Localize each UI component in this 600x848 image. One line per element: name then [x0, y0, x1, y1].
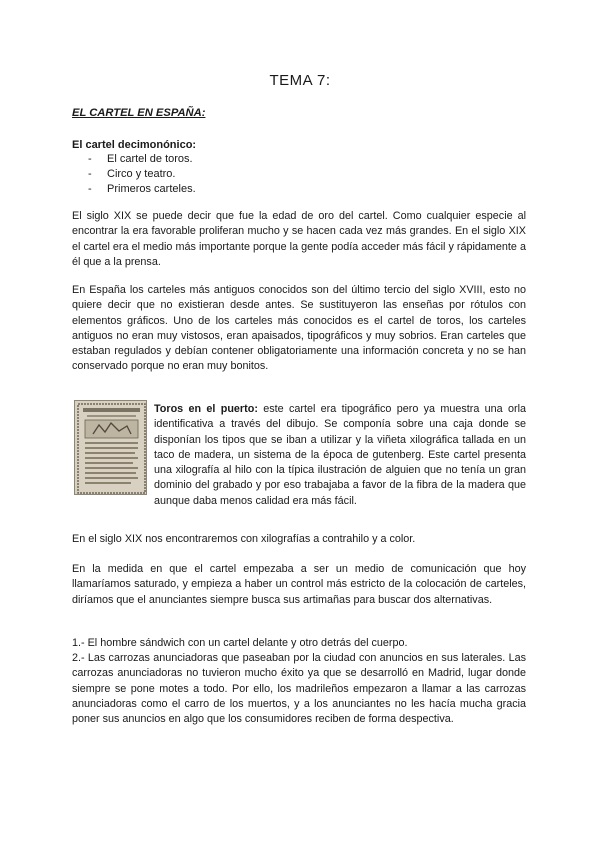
- subsection-heading: El cartel decimonónico:: [72, 139, 197, 151]
- paragraph-xilografias: En el siglo XIX nos encontraremos con xilografías a contrahilo y a color.: [72, 533, 416, 545]
- toros-poster-image: [74, 400, 147, 495]
- section-heading: EL CARTEL EN ESPAÑA:: [72, 107, 206, 119]
- paragraph-toros: [154, 402, 526, 509]
- list-item: - El cartel de toros.: [88, 152, 196, 167]
- paragraph-spain: En España los carteles más antiguos conocidos son del último tercio del siglo XVIII, esto no quiere decir que no existieran desde antes. Se sustituyeron las enseñas por rótulos con elementos gráficos. Uno de los carteles más conocidos es el cartel de toros, los carteles antiguos no eran muy vistosos, eran apaisados, tipográficos y muy sobrios. Eran carteles que estaban regulados y debían contener obligatoriamente una información concreta y no se han conservado porque no eran muy bonitos.: [72, 284, 526, 373]
- toros-lead: Toros en el puerto:: [154, 403, 258, 415]
- list-item-carrozas: 2.- Las carrozas anunciadoras que paseaban por la ciudad con anuncios en sus laterales. Las carrozas anunciadoras no tuvieron mucho éxito ya que se desarrolló en Madrid, lugar donde siempre se pone motes a todo. Por ello, los madrileños empezaron a llamar a las carrozas anunciadoras como el carro de los muertos, y a los anunciantes no les hacía mucha gracia poner sus anuncios en algo que los consumidores reciben de forma despectiva.: [72, 652, 526, 726]
- page-title: TEMA 7:: [269, 72, 331, 89]
- subsection-list: [88, 152, 196, 197]
- toros-text: este cartel era tipográfico pero ya muestra una orla identificativa a través del dibujo. Se componía sobre una caja donde se disponían los tipos que se iban a utilizar y la viñeta xilográfica tallada en un taco de madera, un sistema de la época de gutenberg. Este cartel presenta una xilografía al hilo con la típica ilustración de alguien que no tenía un gran dominio del grabado y por eso trabajaba a favor de la fibra de la madera que aunque daba menos calidad era más fácil.: [154, 403, 526, 507]
- paragraph-intro: El siglo XIX se puede decir que fue la edad de oro del cartel. Como cualquier especie al encontrar la era favorable proliferan mucho y se hacen cada vez más grandes. En el siglo XIX el cartel era el medio más importante porque la gente podía acceder más fácil y rápidamente a él que a la prensa.: [72, 210, 526, 268]
- list-item: - Primeros carteles.: [88, 182, 196, 197]
- list-item-sandwich: 1.- El hombre sándwich con un cartel delante y otro detrás del cuerpo.: [72, 637, 408, 649]
- paragraph-alternativas: En la medida en que el cartel empezaba a ser un medio de comunicación que hoy llamaríamos saturado, y empieza a haber un control más estricto de la colocación de carteles, diríamos que el anunciantes siempre busca sus artimañas para buscar dos alternativas.: [72, 563, 526, 606]
- list-item: - Circo y teatro.: [88, 167, 196, 182]
